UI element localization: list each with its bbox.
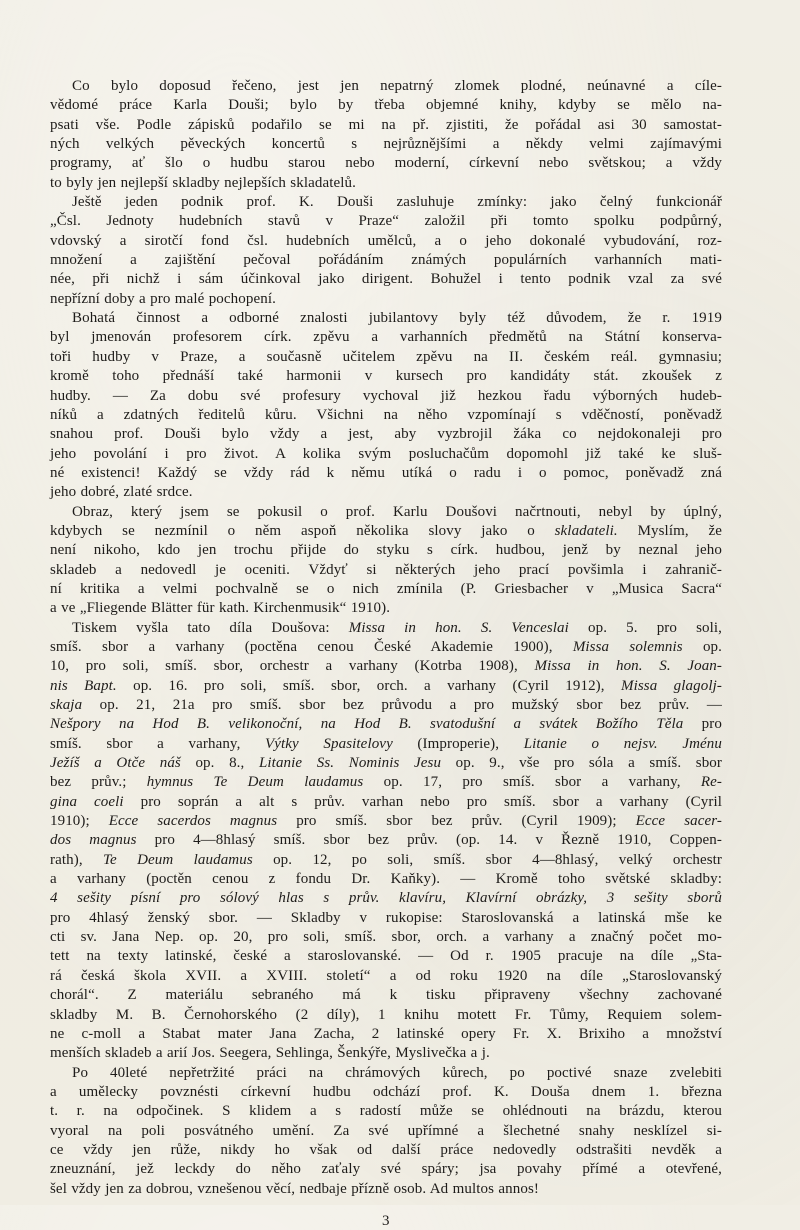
text-run: pro smíš. sbor bez prův. (Cyril 1909); xyxy=(277,813,636,830)
text-run: skladeb a nedovedl je oceniti. Vždyť si některých jeho prací povšimla i zahranič- xyxy=(50,561,722,578)
text-line xyxy=(50,77,722,96)
text-run: cti sv. Jana Nep. op. 20, pro soli, smíš. sbor, orch. a varhany a značný počet mo- xyxy=(50,929,722,946)
text-run: kdybych se nezmínil o něm aspoň několika slovy jako o xyxy=(50,522,555,539)
text-run: vyoral na poli posvátného umění. Za své upřímné a šlechetné snahy nesklízel si- xyxy=(50,1122,722,1139)
italic-text-run: Re- xyxy=(700,774,722,791)
text-line xyxy=(50,986,722,1005)
text-run: to byly jen nejlepší skladby nejlepších skladatelů. xyxy=(50,174,356,191)
text-line xyxy=(50,1006,722,1025)
text-run: op. 5. pro soli, xyxy=(568,619,722,636)
italic-text-run: nis Bapt. xyxy=(50,677,117,694)
text-line xyxy=(50,561,722,580)
text-run: Obraz, který jsem se pokusil o prof. Karlu Doušovi načrtnouti, nebyl by úplný, xyxy=(72,503,722,520)
text-run: op. 21, 21a pro smíš. sbor bez průvodu a pro mužský sbor bez prův. — xyxy=(82,697,722,713)
paragraph xyxy=(50,193,722,309)
text-line xyxy=(50,251,722,270)
text-run: toři hudby v Praze, a současně učitelem zpěvu na II. českém reál. gymnasiu; xyxy=(50,348,722,365)
text-run: née, při nichž i sám účinkoval jako dirigent. Bohužel i tento podnik vzal za své xyxy=(50,271,722,288)
text-line xyxy=(50,232,722,251)
text-line xyxy=(50,773,722,792)
text-run: bez prův.; xyxy=(50,774,147,791)
text-run: Bohatá činnost a odborné znalosti jubilantovy byly též důvodem, že r. 1919 xyxy=(72,310,722,327)
italic-text-run: Missa in hon. S. Venceslai xyxy=(348,619,569,636)
text-line xyxy=(50,870,722,889)
text-line xyxy=(50,290,722,309)
italic-text-run: Litanie Ss. Nominis Jesu xyxy=(258,755,442,772)
text-line xyxy=(50,831,722,850)
text-run: smíš. sbor a varhany, xyxy=(50,735,266,752)
italic-text-run: Te Deum laudamus xyxy=(102,851,253,868)
text-run: Ještě jeden podnik prof. K. Douši zasluhuje zmínky: jako čelný funkcionář xyxy=(72,194,722,211)
text-line xyxy=(50,406,722,425)
text-line xyxy=(50,387,722,406)
paragraph xyxy=(50,503,722,619)
text-line xyxy=(50,909,722,928)
text-run: nepřízní doby a pro malé pochopení. xyxy=(50,290,276,307)
text-run: 1910); xyxy=(50,813,109,830)
italic-text-run: Výtky Spasitelovy xyxy=(265,735,393,752)
text-run: tett na texty latinské, české a staroslovanské. — Od r. 1905 pracuje na díle „Sta- xyxy=(50,948,722,965)
paragraph xyxy=(50,619,722,1064)
text-run: níků a zdatných ředitelů kůru. Všichni na něho vzpomínají s vděčností, poněvadž xyxy=(50,406,722,423)
text-run: op. 8., xyxy=(180,755,259,772)
text-line xyxy=(50,812,722,831)
text-line xyxy=(50,1180,722,1199)
text-run: ní kritika a velmi pochvalně se o nich zmínila (P. Griesbacher v „Musica Sacra“ xyxy=(50,580,722,597)
text-line xyxy=(50,309,722,328)
text-line xyxy=(50,367,722,386)
italic-text-run: dos magnus xyxy=(50,832,137,849)
text-run: vdovský a sirotčí fond čsl. hudebních umělců, a o jeho dokonalé vybudování, roz- xyxy=(50,232,722,249)
text-run: jeho dobré, zlaté srdce. xyxy=(50,484,193,501)
text-line xyxy=(50,96,722,115)
text-line xyxy=(50,1044,722,1063)
text-line xyxy=(50,154,722,173)
text-run: rath), xyxy=(50,851,103,868)
text-run: množení a zajištění pečoval pořádáním známých populárních varhanních mati- xyxy=(50,252,722,269)
text-line xyxy=(50,1102,722,1121)
text-run: t. r. na odpočinek. S klidem a s radostí může se ohlédnouti na brázdu, kterou xyxy=(50,1103,722,1120)
text-run: op. 16. pro soli, smíš. sbor, orch. a varhany (Cyril 1912), xyxy=(116,677,621,694)
text-line xyxy=(50,657,722,676)
text-line xyxy=(50,1025,722,1044)
text-line xyxy=(50,522,722,541)
text-line xyxy=(50,483,722,502)
italic-text-run: 4 sešity písní pro sólový hlas s prův. klavíru, Klavírní obrázky, 3 sešity sborů xyxy=(50,890,722,907)
text-run: chorál“. Z materiálu sebraného má k tisku připraveny všechny zachované xyxy=(50,987,722,1004)
text-run: psati vše. Podle zápisků podařilo se mi na př. zjistiti, že pořádal asi 30 samostat- xyxy=(50,116,722,133)
text-run: hudby. — Za dobu své profesury vychoval již hezkou řadu výborných hudeb- xyxy=(50,387,722,404)
text-line xyxy=(50,735,722,754)
text-run: a varhany (poctěn cenou z fondu Dr. Kaňky). — Kromě toho světské skladby: xyxy=(50,871,722,888)
text-line xyxy=(50,947,722,966)
text-run: pro 4—8hlasý smíš. sbor bez prův. (op. 14. v Řezně 1910, Coppen- xyxy=(136,832,722,849)
text-line xyxy=(50,715,722,734)
italic-text-run: Nešpory na Hod B. velikonoční, na Hod B. svatodušní a svátek Božího Těla xyxy=(50,716,684,733)
text-run: pro 4hlasý ženský sbor. — Skladby v rukopise: Staroslovanská a latinská mše ke xyxy=(50,909,722,926)
text-run: ných velkých pěveckých koncertů s nejrůznějšími a někdy velmi zajímavými xyxy=(50,136,722,153)
text-run: smíš. sbor a varhany (poctěna cenou České Akademie 1900), xyxy=(50,638,573,655)
text-line xyxy=(50,580,722,599)
text-run: op. xyxy=(682,638,722,655)
italic-text-run: Ecce sacerdos magnus xyxy=(108,813,278,830)
text-run: Tiskem vyšla tato díla Doušova: xyxy=(72,619,349,636)
text-line xyxy=(50,638,722,657)
italic-text-run: Missa solemnis xyxy=(572,638,683,655)
text-run: není nikoho, kdo jen trochu přijde do styku s círk. hudbou, jenž by neznal jeho xyxy=(50,542,722,559)
paragraph xyxy=(50,77,722,193)
text-run: byl jmenován profesorem círk. zpěvu a varhanních předmětů na Státní konserva- xyxy=(50,329,722,346)
text-run: Co bylo doposud řečeno, jest jen nepatrný zlomek plodné, neúnavné a cíle- xyxy=(72,78,722,94)
italic-text-run: Ježíš a Otče náš xyxy=(50,755,181,772)
text-run: snahou prof. Douši bylo vždy a jest, aby vyzbrojil žáka co nejdokonaleji pro xyxy=(50,426,722,443)
text-line xyxy=(50,135,722,154)
italic-text-run: Missa in hon. S. Joan- xyxy=(534,658,722,675)
text-run: op. 12, po soli, smíš. sbor 4—8hlasý, velký orchestr xyxy=(252,851,722,868)
text-run: ce vždy jen růže, nikdy ho však od další práce nedovedly odstrašiti nevděk a xyxy=(50,1141,722,1158)
text-run: rá česká škola XVII. a XVIII. století“ a od roku 1920 na díle „Staroslovanský xyxy=(50,967,722,984)
text-line xyxy=(50,328,722,347)
text-line xyxy=(50,212,722,231)
text-line xyxy=(50,541,722,560)
paragraph xyxy=(50,1064,722,1199)
text-line xyxy=(50,1064,722,1083)
text-run: op. 17, pro smíš. sbor a varhany, xyxy=(363,774,701,791)
text-run: ne c-moll a Stabat mater Jana Zacha, 2 latinské opery Fr. X. Brixiho a množství xyxy=(50,1025,722,1042)
text-line xyxy=(50,503,722,522)
text-run: programy, ať šlo o hudbu starou nebo moderní, církevní nebo světskou; a vždy xyxy=(50,155,722,172)
text-line xyxy=(50,754,722,773)
text-line xyxy=(50,889,722,908)
text-line xyxy=(50,677,722,696)
text-line xyxy=(50,967,722,986)
text-run: op. 9., vše pro sóla a smíš. sbor xyxy=(441,755,722,772)
text-line xyxy=(50,174,722,193)
text-line xyxy=(50,1122,722,1141)
text-line xyxy=(50,193,722,212)
text-run: zneuznání, jež leckdy do něho zaťaly své spáry; jsa povahy přímé a otevřené, xyxy=(50,1161,722,1178)
text-line xyxy=(50,793,722,812)
text-line xyxy=(50,116,722,135)
text-run: Myslím, že xyxy=(617,522,722,539)
text-run: a ve „Fliegende Blätter für kath. Kirchenmusik“ 1910). xyxy=(50,600,391,617)
text-run: (Improperie), xyxy=(392,735,524,752)
text-run: Po 40leté nepřetržité práci na chrámových kůrech, po poctivé snaze zvelebiti xyxy=(72,1064,722,1081)
text-run: skladby M. B. Černohorského (2 díly), 1 knihu motett Fr. Tůmy, Requiem solem- xyxy=(50,1006,722,1023)
text-line xyxy=(50,464,722,483)
text-line xyxy=(50,445,722,464)
text-run: vědomé práce Karla Douši; bylo by třeba objemné knihy, kdyby se mělo na- xyxy=(50,97,722,114)
italic-text-run: hymnus Te Deum laudamus xyxy=(146,774,364,791)
text-run: né existenci! Každý se vždy rád k němu utíká o radu i o pomoc, poněvadž zná xyxy=(50,464,722,481)
italic-text-run: skaja xyxy=(50,697,83,713)
text-run: jeho povolání i pro život. A kolika svým posluchačům dopomohl již také ke sluš- xyxy=(50,445,722,462)
text-run: pro xyxy=(683,716,722,733)
italic-text-run: Ecce sacer- xyxy=(635,813,722,830)
text-line xyxy=(50,928,722,947)
italic-text-run: Litanie o nejsv. Jménu xyxy=(523,735,722,752)
italic-text-run: Missa glagolj- xyxy=(620,677,722,694)
page-number: 3 xyxy=(382,1212,390,1229)
paragraph xyxy=(50,309,722,502)
text-line xyxy=(50,1141,722,1160)
text-line xyxy=(50,348,722,367)
text-run: kromě toho přednáší také harmonii v kursech pro kandidáty stát. zkoušek z xyxy=(50,368,722,385)
text-line xyxy=(50,1083,722,1102)
text-line xyxy=(50,696,722,715)
italic-text-run: gina coeli xyxy=(50,793,124,810)
text-line xyxy=(50,851,722,870)
text-line xyxy=(50,270,722,289)
text-line xyxy=(50,425,722,444)
text-line xyxy=(50,1160,722,1179)
text-run: pro soprán a alt s prův. varhan nebo pro smíš. sbor a varhany (Cyril xyxy=(123,793,722,810)
text-run: šel vždy jen za dobrou, vznešenou věcí, nedbaje přízně osob. Ad multos annos! xyxy=(50,1180,539,1197)
text-line xyxy=(50,619,722,638)
text-run: „Čsl. Jednoty hudebních stavů v Praze“ založil při tomto spolku podpůrný, xyxy=(50,213,722,230)
text-line xyxy=(50,599,722,618)
italic-text-run: skladateli. xyxy=(554,522,618,539)
text-run: menších skladeb a arií Jos. Seegera, Sehlinga, Šenkýře, Myslivečka a j. xyxy=(50,1045,490,1062)
text-run: 10, pro soli, smíš. sbor, orchestr a varhany (Kotrba 1908), xyxy=(50,658,535,675)
text-block xyxy=(50,77,722,1199)
text-run: a umělecky povznésti církevní hudbu odchází prof. K. Douša dnem 1. března xyxy=(50,1083,722,1100)
